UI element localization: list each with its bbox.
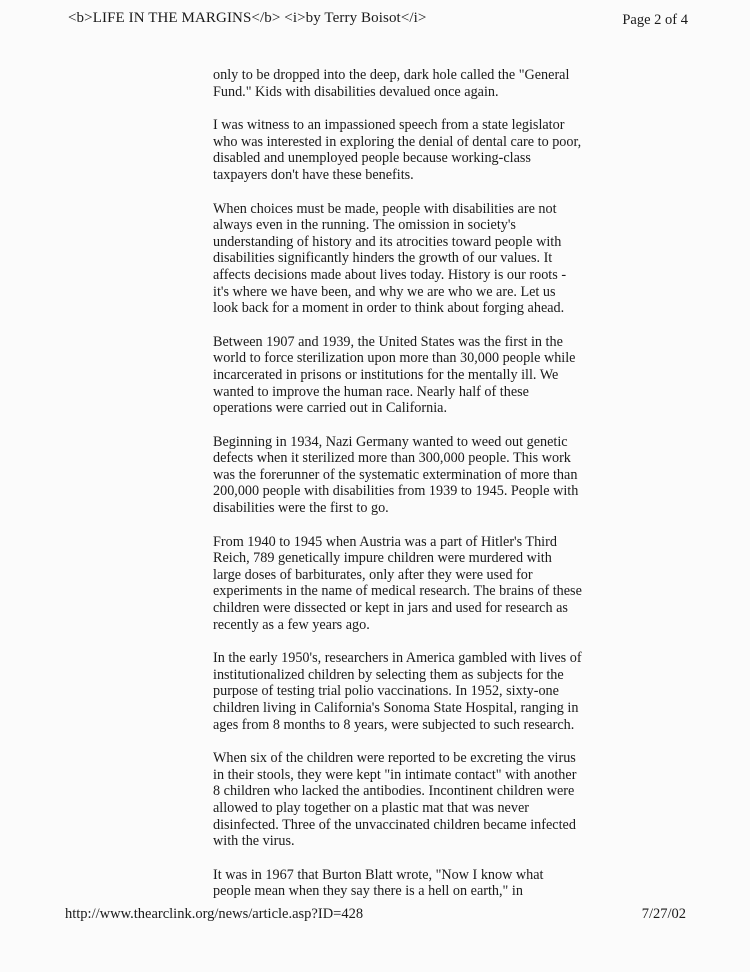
text-line: disabilities significantly hinders the growth of our values. It	[213, 250, 553, 267]
text-line: taxpayers don't have these benefits.	[213, 166, 414, 183]
text-line: only to be dropped into the deep, dark hole called the "General	[213, 67, 570, 83]
paragraph	[213, 117, 613, 183]
text-line: defects when it sterilized more than 300,000 people. This work	[213, 450, 571, 467]
paragraph	[213, 67, 613, 100]
text-line: in their stools, they were kept "in intimate contact" with another	[213, 766, 577, 783]
text-line: I was witness to an impassioned speech from a state legislator	[213, 117, 565, 134]
text-line: disabilities were the first to go.	[213, 500, 389, 517]
text-line: disabled and unemployed people because working-class	[213, 150, 531, 167]
footer-date: 7/27/02	[641, 906, 686, 922]
paragraph	[213, 534, 613, 634]
text-line: who was interested in exploring the denial of dental care to poor,	[213, 133, 582, 150]
text-line: ages from 8 months to 8 years, were subjected to such research.	[213, 716, 575, 733]
text-line: world to force sterilization upon more than 30,000 people while	[213, 350, 576, 367]
footer-url: http://www.thearclink.org/news/article.asp?ID=428	[65, 906, 364, 922]
text-line: operations were carried out in California.	[213, 400, 448, 417]
text-line: Between 1907 and 1939, the United States was the first in the	[213, 333, 563, 350]
text-line: recently as a few years ago.	[213, 616, 370, 633]
paragraph	[213, 867, 613, 900]
text-line: affects decisions made about lives today. History is our roots -	[213, 266, 567, 283]
text-line: 8 children who lacked the antibodies. Incontinent children were	[213, 783, 575, 800]
text-line: From 1940 to 1945 when Austria was a part of Hitler's Third	[213, 533, 557, 550]
paragraph	[213, 650, 613, 733]
text-line: children were dissected or kept in jars and used for research as	[213, 600, 568, 617]
text-line: institutionalized children by selecting them as subjects for the	[213, 666, 564, 683]
text-line: In the early 1950's, researchers in America gambled with lives of	[213, 650, 582, 667]
text-line: children living in California's Sonoma State Hospital, ranging in	[213, 700, 579, 716]
text-line: purpose of testing trial polio vaccinations. In 1952, sixty-one	[213, 683, 559, 700]
article-header-title: <b>LIFE IN THE MARGINS</b> <i>by Terry Boisot</i>	[68, 10, 427, 26]
text-line: always even in the running. The omission in society's	[213, 217, 516, 234]
text-line: Reich, 789 genetically impure children were murdered with	[213, 550, 552, 567]
paragraph	[213, 750, 613, 850]
text-line: understanding of history and its atrocities toward people with	[213, 233, 562, 250]
text-line: allowed to play together on a plastic mat that was never	[213, 799, 529, 816]
text-line: disinfected. Three of the unvaccinated children became infected	[213, 816, 576, 833]
text-line: Fund." Kids with disabilities devalued once again.	[213, 83, 499, 100]
text-line: with the virus.	[213, 833, 295, 850]
article-body	[213, 67, 613, 917]
text-line: it's where we have been, and why we are who we are. Let us	[213, 283, 556, 300]
text-line: large doses of barbiturates, only after they were used for	[213, 566, 533, 583]
text-line: When choices must be made, people with disabilities are not	[213, 200, 557, 217]
text-line: look back for a moment in order to think about forging ahead.	[213, 300, 565, 317]
text-line: people mean when they say there is a hell on earth," in	[213, 883, 523, 900]
page-indicator: Page 2 of 4	[622, 12, 688, 28]
text-line: wanted to improve the human race. Nearly half of these	[213, 383, 529, 400]
text-line: It was in 1967 that Burton Blatt wrote, "Now I know what	[213, 866, 544, 883]
text-line: experiments in the name of medical research. The brains of these	[213, 583, 582, 600]
text-line: When six of the children were reported to be excreting the virus	[213, 750, 576, 767]
text-line: incarcerated in prisons or institutions for the mentally ill. We	[213, 366, 559, 383]
paragraph	[213, 434, 613, 517]
text-line: 200,000 people with disabilities from 1939 to 1945. People with	[213, 483, 579, 500]
text-line: was the forerunner of the systematic extermination of more than	[213, 466, 578, 483]
paragraph	[213, 334, 613, 417]
text-line: Beginning in 1934, Nazi Germany wanted to weed out genetic	[213, 433, 568, 450]
paragraph	[213, 201, 613, 317]
